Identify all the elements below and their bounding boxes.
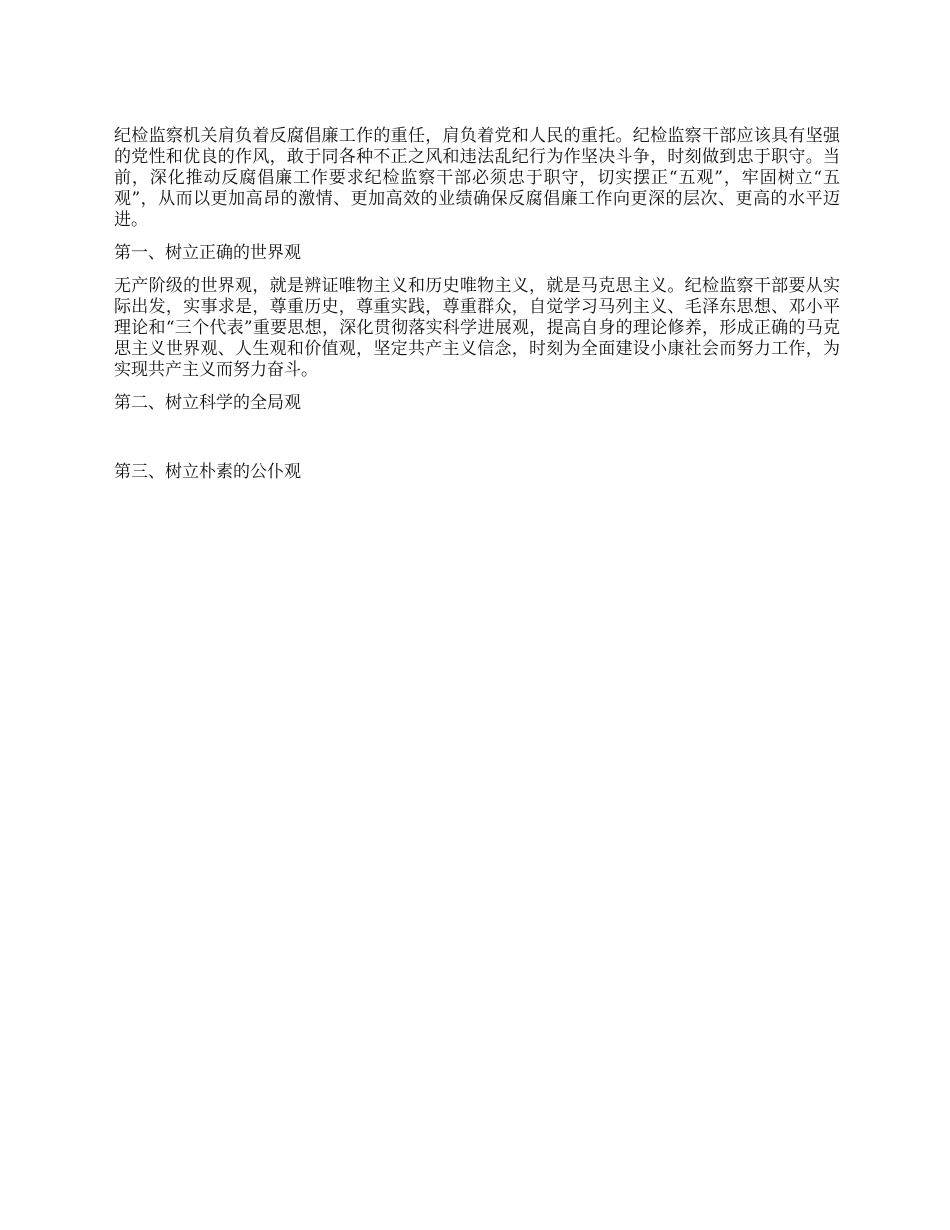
section-heading-2: 第二、树立科学的全局观 bbox=[114, 393, 301, 413]
document-body bbox=[114, 126, 840, 483]
intro-paragraph: 纪检监察机关肩负着反腐倡廉工作的重任，肩负着党和人民的重托。纪检监察干部应该具有坚强的党性和优良的作风，敢于同各种不正之风和违法乱纪行为作坚决斗争，时刻做到忠于职守。当前，深化推动反腐倡廉工作要求纪检监察干部必须忠于职守，切实摆正“五观”，牢固树立“五观”，从而以更加高昂的激情、更加高效的业绩确保反腐倡廉工作向更深的层次、更高的水平迈进。 bbox=[114, 126, 840, 230]
section-heading-1: 第一、树立正确的世界观 bbox=[114, 243, 301, 263]
section-body-1: 无产阶级的世界观，就是辨证唯物主义和历史唯物主义，就是马克思主义。纪检监察干部要从实际出发，实事求是，尊重历史，尊重实践，尊重群众，自觉学习马列主义、毛泽东思想、邓小平理论和“三个代表”重要思想，深化贯彻落实科学进展观，提高自身的理论修养，形成正确的马克思主义世界观、人生观和价值观，坚定共产主义信念，时刻为全面建设小康社会而努力工作，为实现共产主义而努力奋斗。 bbox=[114, 276, 840, 380]
section-heading-3: 第三、树立朴素的公仆观 bbox=[114, 462, 301, 482]
